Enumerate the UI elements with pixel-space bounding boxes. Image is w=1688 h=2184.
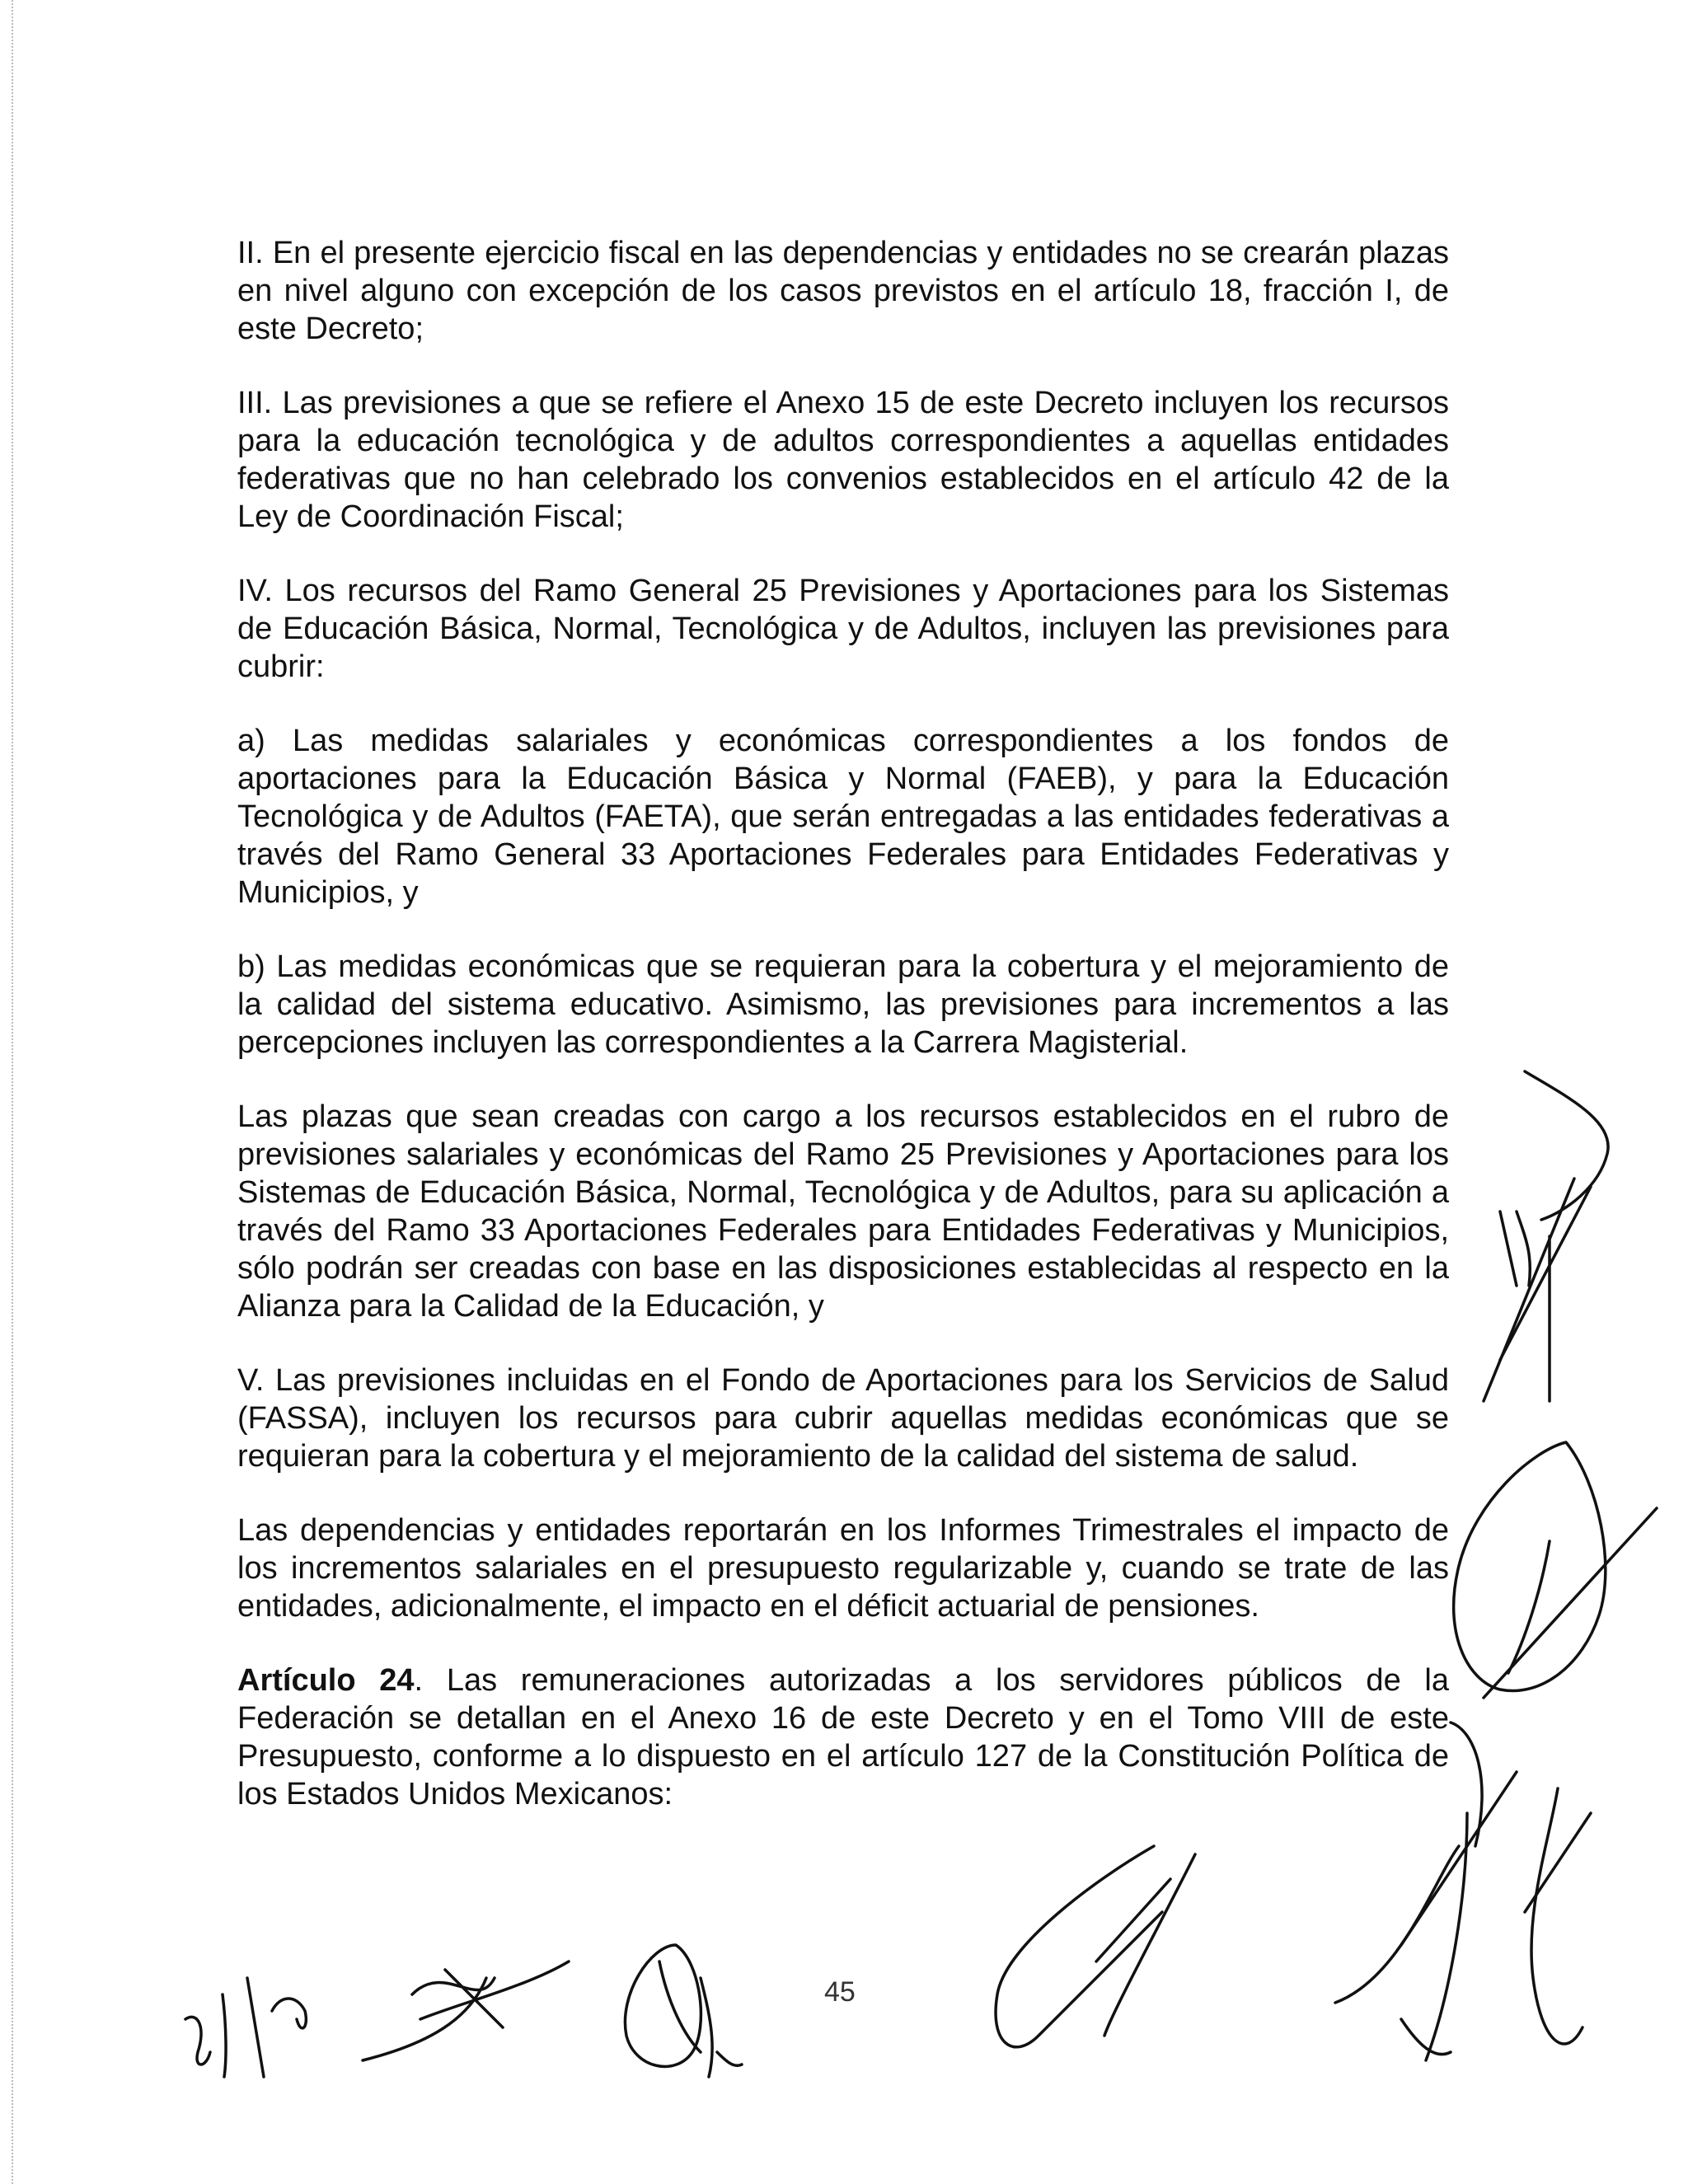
article-text: . Las remuneraciones autorizadas a los servidores públicos de la Federación se detallan en el Anexo 16 de este Decreto y en el Tomo VIII de este Presupuesto, conforme a lo dispuesto en el artículo 127 de la Constitución Política de los Estados Unidos Mexicanos: (237, 1663, 1449, 1811)
paragraph-articulo-24 (237, 1661, 1449, 1813)
page-number: 45 (824, 1976, 856, 2008)
body-text (237, 234, 1449, 1849)
signature-right-upper (1484, 1071, 1608, 1401)
scan-edge (0, 0, 13, 2184)
paragraph-informes: Las dependencias y entidades reportarán en los Informes Trimestrales el impacto de los incrementos salariales en el presupuesto regularizable y, cuando se trate de las entidades, adicionalmente, el impacto en el déficit actuarial de pensiones. (237, 1513, 1449, 1624)
article-title: Artículo 24 (237, 1663, 415, 1698)
paragraph-plazas: Las plazas que sean creadas con cargo a los recursos establecidos en el rubro de previsiones salariales y económicas del Ramo 25 Previsiones y Aportaciones para los Sistemas de Educación Básica, Normal, Tecnológica y de Adultos, para su aplicación a través del Ramo 33 Aportaciones Federales para Entidades Federativas y Municipios, sólo podrán ser creadas con base en las disposiciones establecidas al respecto en la Alianza para la Calidad de la Educación, y (237, 1099, 1449, 1324)
paragraph-fraccion-iii: III. Las previsiones a que se refiere el Anexo 15 de este Decreto incluyen los recursos para la educación tecnológica y de adultos correspondientes a aquellas entidades federativas que no han celebrado los convenios establecidos en el artículo 42 de la Ley de Coordinación Fiscal; (237, 386, 1449, 534)
paragraph-fraccion-ii: II. En el presente ejercicio fiscal en las dependencias y entidades no se crearán plazas en nivel alguno con excepción de los casos previstos en el artículo 18, fracción I, de este Decreto; (237, 236, 1449, 346)
paragraph-inciso-a: a) Las medidas salariales y económicas correspondientes a los fondos de aportaciones para la Educación Básica y Normal (FAEB), y para la Educación Tecnológica y de Adultos (FAETA), que serán entregadas a las entidades federativas a través del Ramo General 33 Aportaciones Federales para Entidades Federativas y Municipios, y (237, 724, 1449, 910)
signature-bottom-left-3 (625, 1945, 742, 2077)
signature-right-middle (1454, 1442, 1657, 1698)
paragraph-fraccion-iv: IV. Los recursos del Ramo General 25 Previsiones y Aportaciones para los Sistemas de Educación Básica, Normal, Tecnológica y de Adultos, incluyen las previsiones para cubrir: (237, 574, 1449, 684)
paragraph-inciso-b: b) Las medidas económicas que se requieran para la cobertura y el mejoramiento de la calidad del sistema educativo. Asimismo, las previsiones para incrementos a las percepciones incluyen las correspondientes a la Carrera Magisterial. (237, 949, 1449, 1060)
paragraph-fraccion-v: V. Las previsiones incluidas en el Fondo de Aportaciones para los Servicios de Salud (FASSA), incluyen los recursos para cubrir aquellas medidas económicas que se requieran para la cobertura y el mejoramiento de la calidad del sistema de salud. (237, 1363, 1449, 1474)
signature-bottom-left-2 (363, 1961, 569, 2060)
signature-bottom-left-1 (185, 1978, 306, 2077)
signature-bottom-center (996, 1846, 1195, 2047)
